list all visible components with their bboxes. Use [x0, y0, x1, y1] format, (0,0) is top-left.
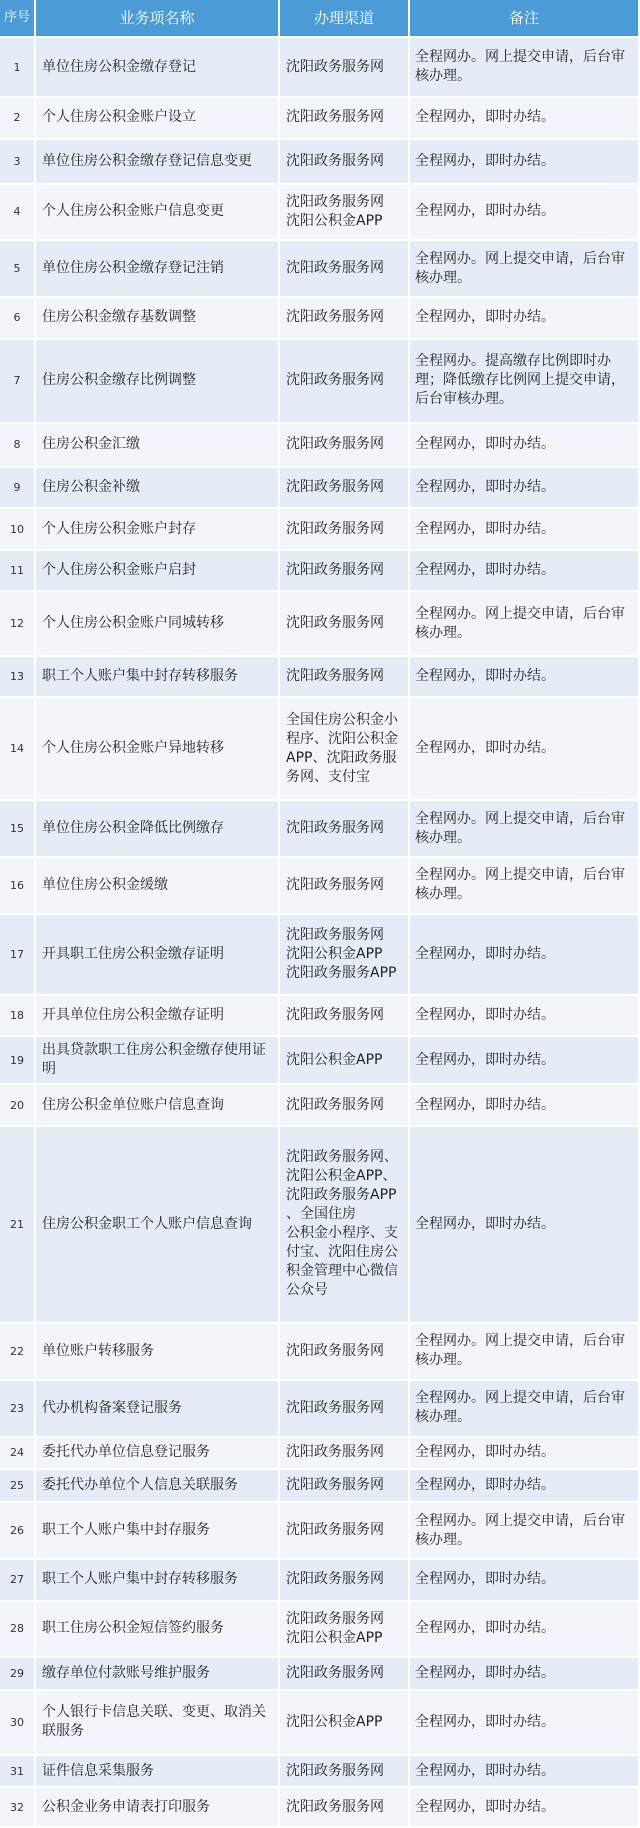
row-channel: 沈阳政务服务网 沈阳公积金APP 沈阳政务服务APP: [280, 915, 410, 996]
table-row: [0, 340, 640, 424]
row-seq: 7: [0, 340, 36, 424]
row-name: 出具贷款职工住房公积金缴存使用证明: [36, 1037, 280, 1085]
row-seq: 15: [0, 801, 36, 858]
row-seq: 16: [0, 858, 36, 915]
row-seq: 4: [0, 185, 36, 242]
row-seq: 26: [0, 1503, 36, 1560]
row-note: 全程网办，即时办结。: [410, 468, 640, 510]
row-seq: 6: [0, 298, 36, 340]
row-name: 单位住房公积金缓缴: [36, 858, 280, 915]
row-name: 职工个人账户集中封存服务: [36, 1503, 280, 1560]
row-channel: 沈阳政务服务网: [280, 1503, 410, 1560]
row-name: 委托代办单位信息登记服务: [36, 1438, 280, 1471]
row-name: 住房公积金缴存基数调整: [36, 298, 280, 340]
row-channel: 沈阳政务服务网、 沈阳公积金APP、 沈阳政务服务APP 、全国住房 公积金小程序、支付宝、沈阳住房公积金管理中心微信公众号: [280, 1127, 410, 1324]
row-channel: 沈阳政务服务网: [280, 1788, 410, 1828]
row-channel: 沈阳政务服务网: [280, 468, 410, 510]
row-seq: 27: [0, 1560, 36, 1602]
row-note: 全程网办，即时办结。: [410, 551, 640, 593]
row-name: 个人住房公积金账户启封: [36, 551, 280, 593]
row-seq: 12: [0, 592, 36, 657]
row-note: 全程网办，即时办结。: [410, 509, 640, 551]
row-note: 全程网办。网上提交申请，后台审核办理。: [410, 1324, 640, 1381]
row-channel: 沈阳政务服务网: [280, 1438, 410, 1471]
row-channel: 沈阳政务服务网: [280, 858, 410, 915]
row-channel: 沈阳政务服务网: [280, 38, 410, 98]
row-seq: 11: [0, 551, 36, 593]
row-note: 全程网办，即时办结。: [410, 1691, 640, 1756]
row-name: 住房公积金补缴: [36, 468, 280, 510]
row-seq: 3: [0, 140, 36, 185]
row-name: 单位住房公积金降低比例缴存: [36, 801, 280, 858]
row-channel: 沈阳政务服务网: [280, 551, 410, 593]
row-name: 个人住房公积金账户封存: [36, 509, 280, 551]
row-channel: 沈阳政务服务网: [280, 241, 410, 298]
table-row: [0, 1560, 640, 1602]
row-note: 全程网办，即时办结。: [410, 1085, 640, 1127]
row-seq: 2: [0, 98, 36, 140]
row-note: 全程网办，即时办结。: [410, 1438, 640, 1471]
row-channel: 沈阳政务服务网: [280, 1756, 410, 1789]
table-row: [0, 1438, 640, 1471]
row-seq: 32: [0, 1788, 36, 1828]
row-name: 证件信息采集服务: [36, 1756, 280, 1789]
row-note: 全程网办，即时办结。: [410, 1788, 640, 1828]
row-channel: 沈阳政务服务网: [280, 996, 410, 1038]
row-seq: 24: [0, 1438, 36, 1471]
row-note: 全程网办。网上提交申请，后台审核办理。: [410, 1381, 640, 1438]
table-row: [0, 185, 640, 242]
row-note: 全程网办，即时办结。: [410, 185, 640, 242]
row-channel: 沈阳政务服务网: [280, 98, 410, 140]
row-seq: 23: [0, 1381, 36, 1438]
row-name: 开具单位住房公积金缴存证明: [36, 996, 280, 1038]
row-channel: 沈阳政务服务网: [280, 1085, 410, 1127]
row-note: 全程网办。网上提交申请，后台审核办理。: [410, 801, 640, 858]
table-row: [0, 858, 640, 915]
row-name: 单位住房公积金缴存登记: [36, 38, 280, 98]
row-channel: 沈阳政务服务网: [280, 424, 410, 468]
row-note: 全程网办，即时办结。: [410, 657, 640, 699]
row-seq: 31: [0, 1756, 36, 1789]
row-note: 全程网办。网上提交申请，后台审核办理。: [410, 38, 640, 98]
table-row: [0, 801, 640, 858]
row-name: 职工个人账户集中封存转移服务: [36, 1560, 280, 1602]
row-channel: 沈阳政务服务网: [280, 1470, 410, 1503]
row-channel: 沈阳政务服务网 沈阳公积金APP: [280, 1602, 410, 1659]
row-seq: 29: [0, 1658, 36, 1691]
table-row: [0, 468, 640, 510]
row-channel: 沈阳政务服务网: [280, 340, 410, 424]
row-channel: 沈阳政务服务网: [280, 1560, 410, 1602]
header-seq: 序号: [0, 0, 36, 38]
row-note: 全程网办。提高缴存比例即时办理；降低缴存比例网上提交申请，后台审核办理。: [410, 340, 640, 424]
table-row: [0, 98, 640, 140]
header-channel: 办理渠道: [280, 0, 410, 38]
row-seq: 8: [0, 424, 36, 468]
row-name: 公积金业务申请表打印服务: [36, 1788, 280, 1828]
row-seq: 1: [0, 38, 36, 98]
row-note: 全程网办，即时办结。: [410, 1127, 640, 1324]
table-row: [0, 996, 640, 1038]
row-seq: 28: [0, 1602, 36, 1659]
row-seq: 9: [0, 468, 36, 510]
row-name: 单位住房公积金缴存登记信息变更: [36, 140, 280, 185]
row-note: 全程网办，即时办结。: [410, 1037, 640, 1085]
row-name: 个人住房公积金账户设立: [36, 98, 280, 140]
row-name: 个人住房公积金账户信息变更: [36, 185, 280, 242]
table-row: [0, 1788, 640, 1828]
row-seq: 21: [0, 1127, 36, 1324]
row-seq: 17: [0, 915, 36, 996]
header-row: [0, 0, 640, 38]
row-seq: 18: [0, 996, 36, 1038]
table-row: [0, 1602, 640, 1659]
row-seq: 20: [0, 1085, 36, 1127]
row-channel: 沈阳政务服务网: [280, 140, 410, 185]
row-name: 开具职工住房公积金缴存证明: [36, 915, 280, 996]
row-note: 全程网办，即时办结。: [410, 1470, 640, 1503]
table-row: [0, 657, 640, 699]
row-seq: 5: [0, 241, 36, 298]
header-name: 业务项名称: [36, 0, 280, 38]
row-name: 住房公积金职工个人账户信息查询: [36, 1127, 280, 1324]
row-note: 全程网办，即时办结。: [410, 996, 640, 1038]
table-row: [0, 1503, 640, 1560]
row-channel: 沈阳政务服务网: [280, 509, 410, 551]
table-row: [0, 424, 640, 468]
row-channel: 全国住房公积金小程序、沈阳公积金APP、沈阳政务服务网、支付宝: [280, 698, 410, 801]
row-note: 全程网办，即时办结。: [410, 698, 640, 801]
row-note: 全程网办，即时办结。: [410, 424, 640, 468]
table-row: [0, 1756, 640, 1789]
row-name: 个人银行卡信息关联、变更、取消关联服务: [36, 1691, 280, 1756]
row-name: 住房公积金单位账户信息查询: [36, 1085, 280, 1127]
row-channel: 沈阳政务服务网: [280, 1381, 410, 1438]
row-name: 住房公积金缴存比例调整: [36, 340, 280, 424]
row-name: 个人住房公积金账户同城转移: [36, 592, 280, 657]
row-seq: 14: [0, 698, 36, 801]
row-channel: 沈阳政务服务网: [280, 1658, 410, 1691]
table-row: [0, 915, 640, 996]
row-name: 单位住房公积金缴存登记注销: [36, 241, 280, 298]
table-row: [0, 1691, 640, 1756]
row-name: 个人住房公积金账户异地转移: [36, 698, 280, 801]
table-row: [0, 1470, 640, 1503]
row-name: 住房公积金汇缴: [36, 424, 280, 468]
table-row: [0, 509, 640, 551]
row-seq: 19: [0, 1037, 36, 1085]
table-row: [0, 38, 640, 98]
row-note: 全程网办，即时办结。: [410, 140, 640, 185]
row-note: 全程网办，即时办结。: [410, 298, 640, 340]
row-name: 代办机构备案登记服务: [36, 1381, 280, 1438]
table-row: [0, 1037, 640, 1085]
row-seq: 10: [0, 509, 36, 551]
row-channel: 沈阳政务服务网: [280, 1324, 410, 1381]
row-note: 全程网办，即时办结。: [410, 1756, 640, 1789]
row-note: 全程网办。网上提交申请，后台审核办理。: [410, 241, 640, 298]
row-note: 全程网办，即时办结。: [410, 1560, 640, 1602]
row-name: 职工住房公积金短信签约服务: [36, 1602, 280, 1659]
table-row: [0, 140, 640, 185]
table-row: [0, 1324, 640, 1381]
row-channel: 沈阳政务服务网: [280, 801, 410, 858]
row-note: 全程网办，即时办结。: [410, 1658, 640, 1691]
row-note: 全程网办，即时办结。: [410, 915, 640, 996]
row-channel: 沈阳公积金APP: [280, 1037, 410, 1085]
row-seq: 13: [0, 657, 36, 699]
table-row: [0, 1381, 640, 1438]
row-seq: 22: [0, 1324, 36, 1381]
header-note: 备注: [410, 0, 640, 38]
row-name: 缴存单位付款账号维护服务: [36, 1658, 280, 1691]
row-channel: 沈阳政务服务网 沈阳公积金APP: [280, 185, 410, 242]
row-name: 职工个人账户集中封存转移服务: [36, 657, 280, 699]
row-seq: 25: [0, 1470, 36, 1503]
row-channel: 沈阳政务服务网: [280, 592, 410, 657]
row-note: 全程网办。网上提交申请，后台审核办理。: [410, 858, 640, 915]
row-name: 单位账户转移服务: [36, 1324, 280, 1381]
table-row: [0, 592, 640, 657]
table-row: [0, 1085, 640, 1127]
row-note: 全程网办。网上提交申请，后台审核办理。: [410, 1503, 640, 1560]
table-row: [0, 298, 640, 340]
row-channel: 沈阳政务服务网: [280, 657, 410, 699]
table-row: [0, 1127, 640, 1324]
row-channel: 沈阳公积金APP: [280, 1691, 410, 1756]
row-note: 全程网办，即时办结。: [410, 98, 640, 140]
table-row: [0, 551, 640, 593]
row-name: 委托代办单位个人信息关联服务: [36, 1470, 280, 1503]
table-row: [0, 241, 640, 298]
table-row: [0, 1658, 640, 1691]
row-note: 全程网办。网上提交申请，后台审核办理。: [410, 592, 640, 657]
row-note: 全程网办，即时办结。: [410, 1602, 640, 1659]
row-channel: 沈阳政务服务网: [280, 298, 410, 340]
row-seq: 30: [0, 1691, 36, 1756]
table-row: [0, 698, 640, 801]
